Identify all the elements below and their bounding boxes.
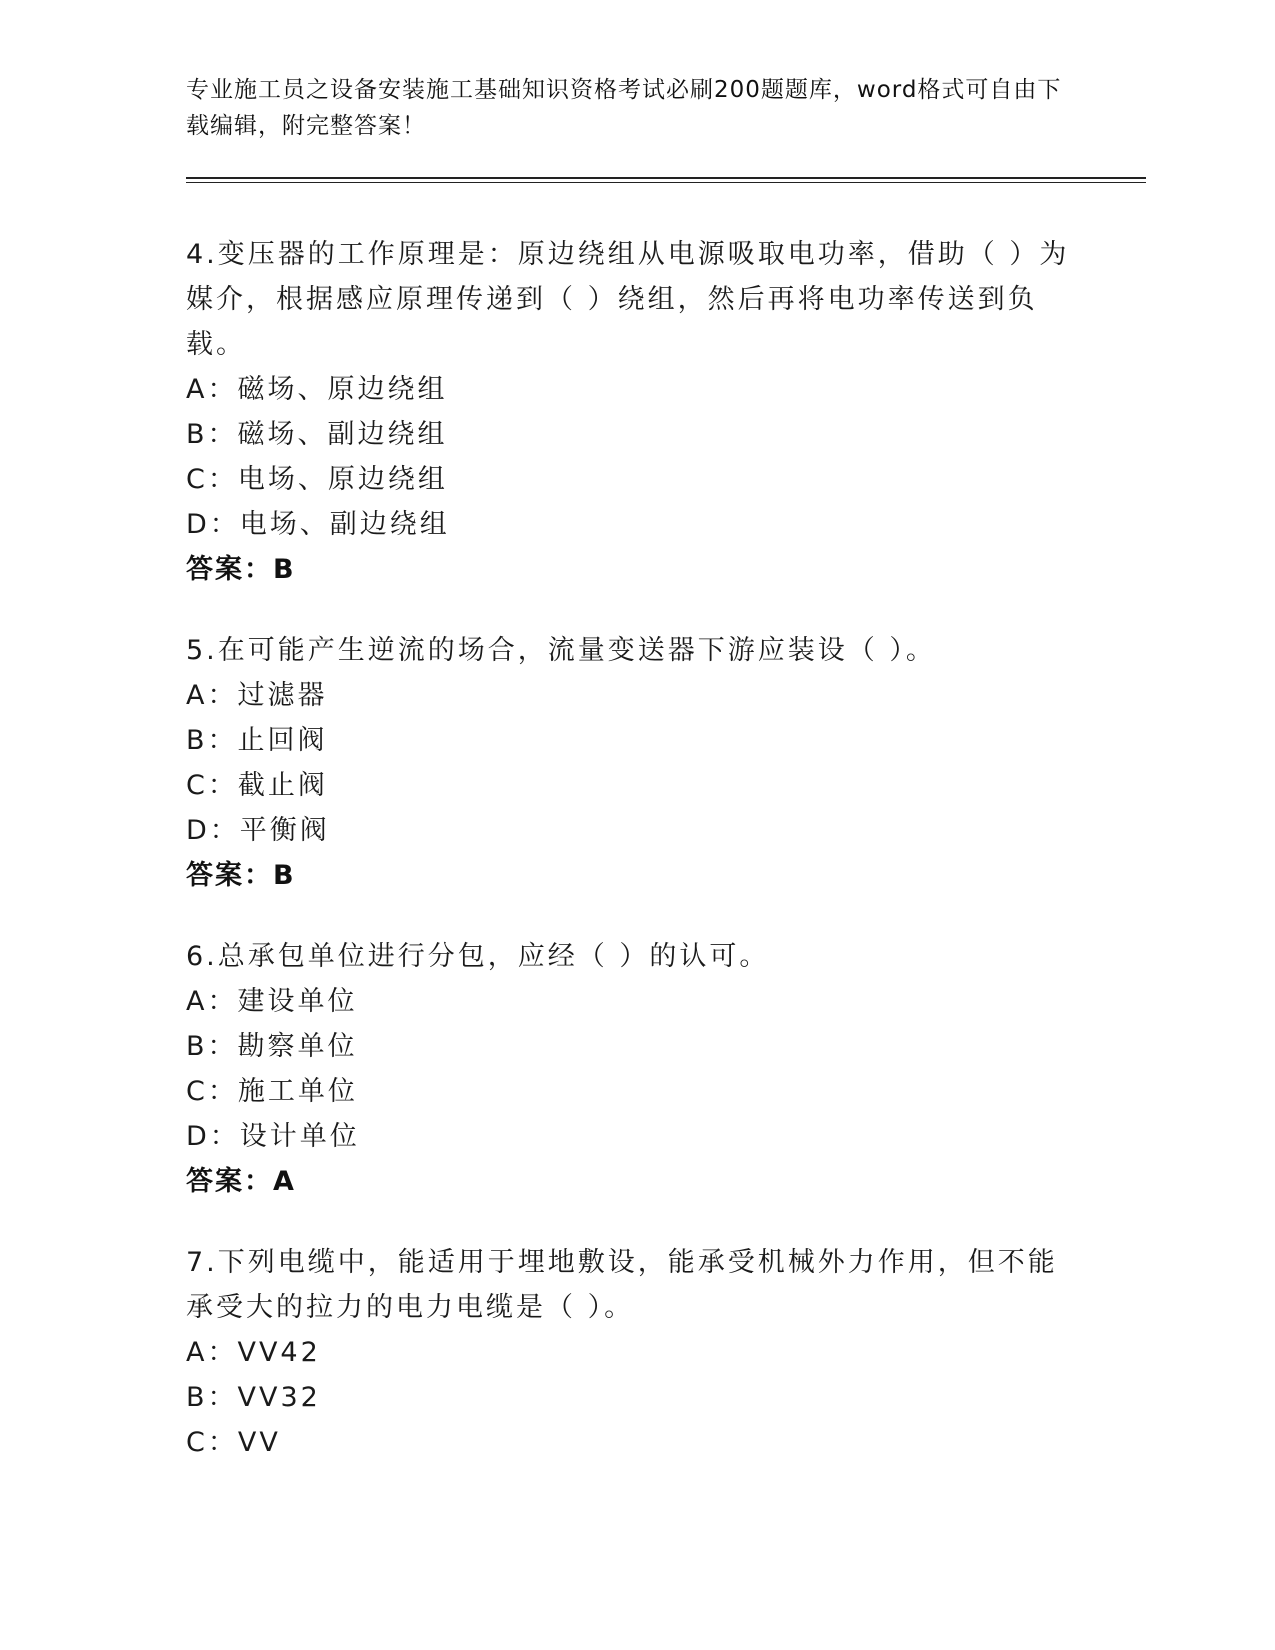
option-b — [186, 718, 1086, 763]
option-a — [186, 1330, 1086, 1375]
option-key: D： — [186, 815, 240, 846]
option-a — [186, 367, 1086, 412]
option-d — [186, 1114, 1086, 1159]
option-text: 过滤器 — [237, 680, 328, 711]
option-key: B： — [186, 419, 238, 450]
option-key: C： — [186, 464, 238, 495]
option-b — [186, 1375, 1086, 1420]
option-text: 磁场、副边绕组 — [237, 419, 448, 450]
option-key: B： — [186, 1031, 238, 1062]
option-text: 设计单位 — [239, 1121, 360, 1152]
option-c — [186, 457, 1086, 502]
option-text: VV32 — [237, 1382, 321, 1413]
question-text: 4.变压器的工作原理是：原边绕组从电源吸取电功率，借助（ ）为媒介，根据感应原理传递到（ ）绕组，然后再将电功率传送到负载。 — [186, 239, 1070, 360]
option-b — [186, 1024, 1086, 1069]
option-b — [186, 412, 1086, 457]
document-page — [186, 0, 1146, 1650]
header-divider — [186, 177, 1146, 183]
answer-value: A — [273, 1166, 296, 1197]
answer-line — [186, 853, 1086, 898]
option-key: C： — [186, 770, 238, 801]
question-5 — [186, 628, 1086, 898]
answer-label: 答案： — [186, 554, 273, 585]
option-text: VV42 — [237, 1337, 321, 1368]
answer-label: 答案： — [186, 860, 273, 891]
option-key: D： — [186, 1121, 240, 1152]
option-key: B： — [186, 725, 238, 756]
option-d — [186, 502, 1086, 547]
option-key: A： — [186, 680, 238, 711]
option-a — [186, 979, 1086, 1024]
option-key: A： — [186, 986, 238, 1017]
option-text: 勘察单位 — [237, 1031, 358, 1062]
option-text: VV — [237, 1427, 281, 1458]
option-a — [186, 673, 1086, 718]
answer-line — [186, 1159, 1086, 1204]
option-d — [186, 808, 1086, 853]
option-text: 平衡阀 — [239, 815, 330, 846]
question-text: 7.下列电缆中，能适用于埋地敷设，能承受机械外力作用，但不能承受大的拉力的电力电缆是（ ）。 — [186, 1247, 1058, 1323]
answer-line — [186, 547, 1086, 592]
option-text: 截止阀 — [237, 770, 328, 801]
question-4 — [186, 232, 1086, 592]
option-text: 磁场、原边绕组 — [237, 374, 448, 405]
option-text: 止回阀 — [237, 725, 328, 756]
question-text: 5.在可能产生逆流的场合，流量变送器下游应装设（ ）。 — [186, 635, 936, 666]
option-text: 建设单位 — [237, 986, 358, 1017]
answer-value: B — [273, 860, 296, 891]
question-6 — [186, 934, 1086, 1204]
option-key: C： — [186, 1427, 238, 1458]
option-key: B： — [186, 1382, 238, 1413]
option-key: C： — [186, 1076, 238, 1107]
document-header: 专业施工员之设备安装施工基础知识资格考试必刷200题题库，word格式可自由下载编辑，附完整答案！ — [186, 77, 1062, 139]
option-key: A： — [186, 1337, 238, 1368]
option-key: A： — [186, 374, 238, 405]
option-text: 施工单位 — [237, 1076, 358, 1107]
option-key: D： — [186, 509, 240, 540]
option-c — [186, 1069, 1086, 1114]
option-text: 电场、原边绕组 — [237, 464, 448, 495]
question-list — [186, 232, 1086, 1501]
answer-value: B — [273, 554, 296, 585]
answer-label: 答案： — [186, 1166, 273, 1197]
question-7 — [186, 1240, 1086, 1465]
option-text: 电场、副边绕组 — [239, 509, 450, 540]
option-c — [186, 763, 1086, 808]
question-text: 6.总承包单位进行分包，应经（ ）的认可。 — [186, 941, 770, 972]
option-c — [186, 1420, 1086, 1465]
